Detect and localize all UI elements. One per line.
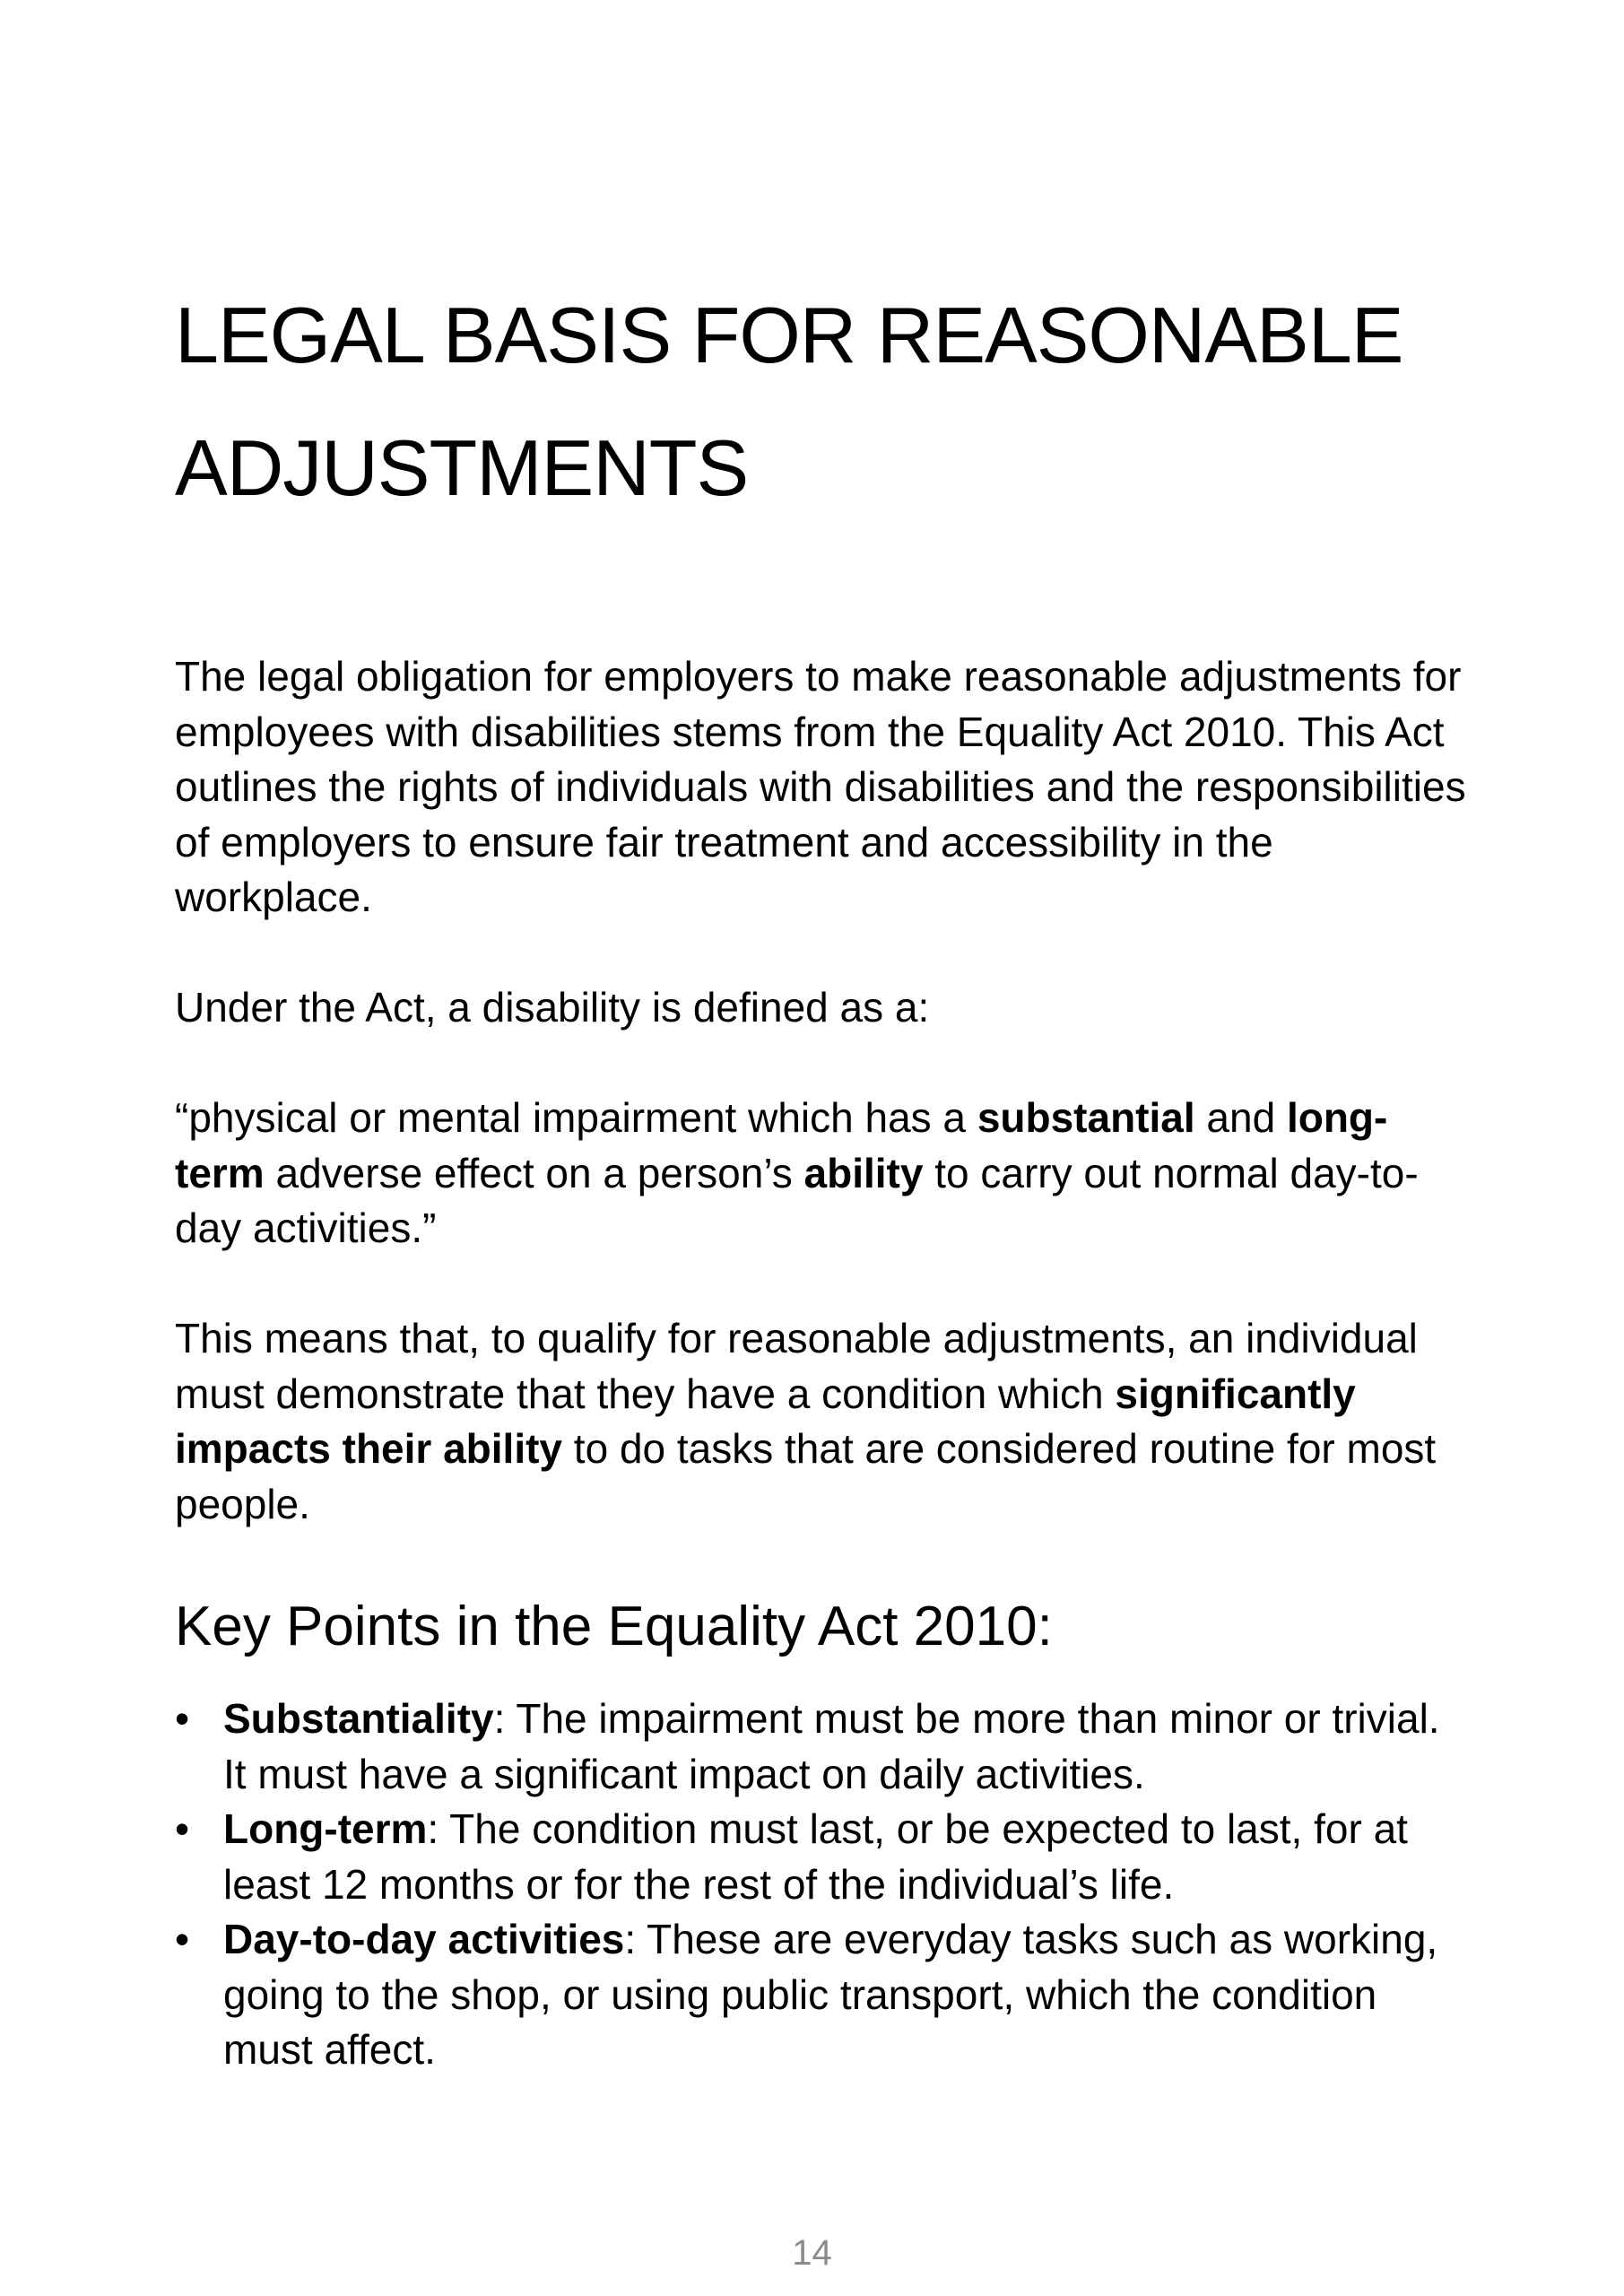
qualify-text-2: to do tasks that are considered routine for most people.	[175, 1425, 1437, 1527]
body-text	[175, 649, 1466, 1532]
bullet-icon: •	[175, 1916, 190, 1962]
quote-text-3: adverse effect on a person’s	[264, 1149, 804, 1196]
quote-bold-long-term: long-term	[175, 1094, 1388, 1196]
bullet-icon: •	[175, 1695, 190, 1742]
page-title-line-2: ADJUSTMENTS	[175, 423, 749, 512]
qualify-paragraph	[175, 1311, 1466, 1532]
key-point-term: Substantiality	[223, 1695, 494, 1742]
qualify-bold: significantly impacts their ability	[175, 1370, 1356, 1472]
key-points-list	[175, 1692, 1466, 2078]
bullet-icon: •	[175, 1805, 190, 1852]
quote-bold-ability: ability	[803, 1149, 924, 1196]
key-point-term: Day-to-day activities	[223, 1916, 625, 1962]
page-content	[175, 269, 1466, 2078]
key-points-heading: Key Points in the Equality Act 2010:	[175, 1596, 1053, 1657]
key-point-text: : The condition must last, or be expected to last, for at least 12 months or for the rest of the individual’s life.	[223, 1805, 1408, 1908]
quote-text-1: “physical or mental impairment which has a	[175, 1094, 977, 1141]
list-item	[175, 1692, 1466, 1802]
definition-quote-paragraph	[175, 1091, 1466, 1257]
key-point-term: Long-term	[223, 1805, 428, 1852]
intro-paragraph: The legal obligation for employers to make reasonable adjustments for employees with disabilities stems from the Equality Act 2010. This Act outlines the rights of individuals with disabilities and the responsibilities of employers to ensure fair treatment and accessibility in the workplace.	[175, 653, 1466, 920]
page-number: 14	[792, 2233, 832, 2273]
definition-lead-paragraph: Under the Act, a disability is defined as a:	[175, 984, 930, 1031]
page-title-line-1: LEGAL BASIS FOR REASONABLE	[175, 291, 1403, 379]
qualify-text-1: This means that, to qualify for reasonable adjustments, an individual must demonstrate that they have a condition which	[175, 1315, 1418, 1417]
page-title	[175, 269, 1466, 535]
quote-bold-substantial: substantial	[977, 1094, 1195, 1141]
list-item	[175, 1802, 1466, 1912]
quote-text-4: to carry out normal day-to-day activities.”	[175, 1149, 1419, 1251]
key-point-text: : These are everyday tasks such as working, going to the shop, or using public transport, which the condition must affect.	[223, 1916, 1438, 2073]
quote-text-2: and	[1194, 1094, 1287, 1141]
list-item	[175, 1912, 1466, 2078]
key-point-text: : The impairment must be more than minor or trivial. It must have a significant impact on daily activities.	[223, 1695, 1440, 1797]
